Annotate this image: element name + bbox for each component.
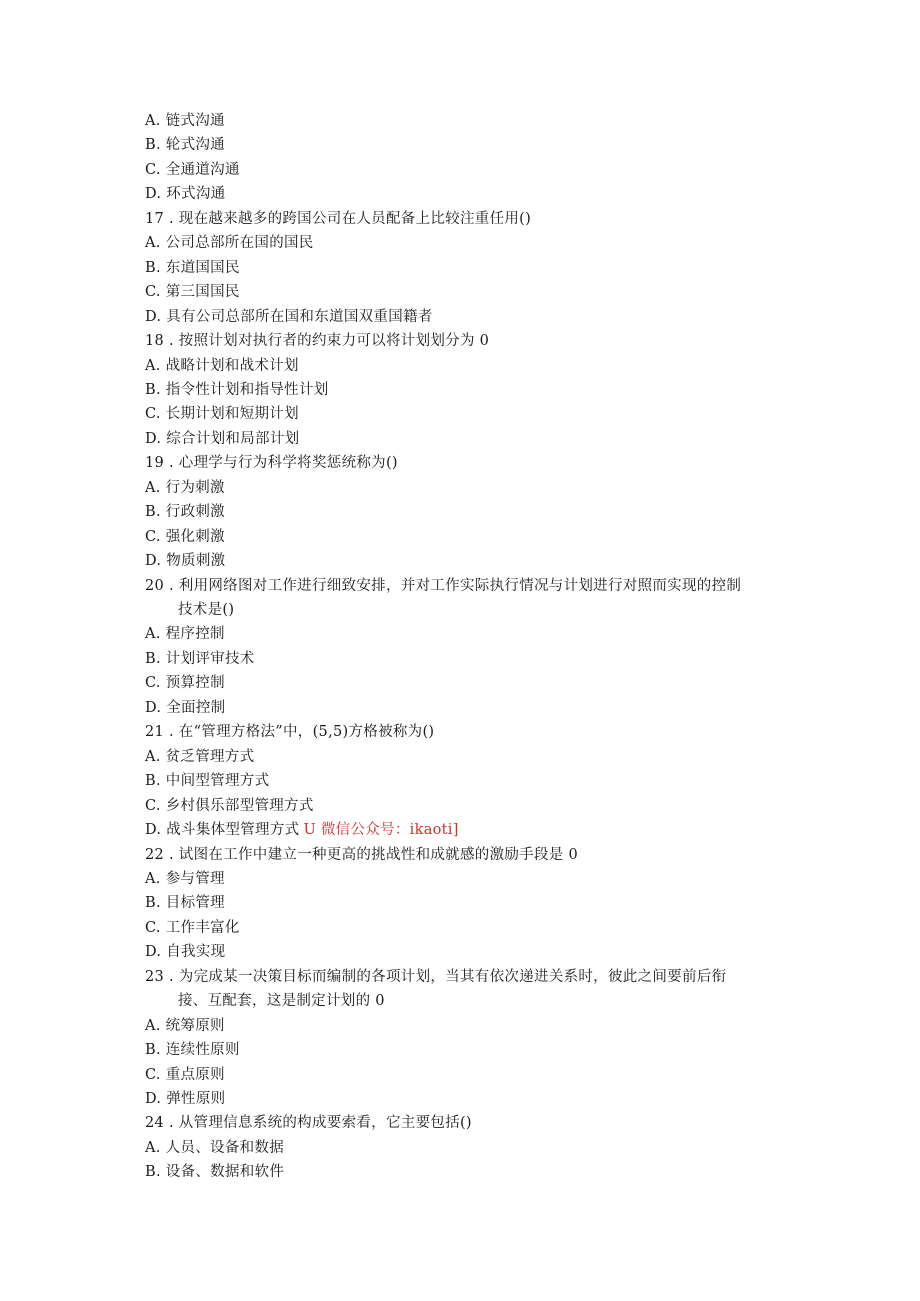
answer-option xyxy=(145,380,329,400)
answer-option xyxy=(145,1016,225,1036)
line-text: A. 人员、设备和数据 xyxy=(145,1139,284,1156)
answer-option xyxy=(145,502,225,522)
line-text: A. 战略计划和战术计划 xyxy=(145,357,299,374)
answer-option xyxy=(145,869,225,889)
question-stem xyxy=(145,576,741,596)
answer-option xyxy=(145,820,459,840)
line-text: 21 . 在“管理方格法”中，(5,5)方格被称为() xyxy=(145,724,435,741)
line-text: B. 东道国国民 xyxy=(145,259,240,276)
line-text: D. 综合计划和局部计划 xyxy=(145,430,300,447)
answer-option xyxy=(145,429,299,449)
line-text: D. 物质刺激 xyxy=(145,553,226,570)
question-stem xyxy=(145,722,434,742)
line-text: A. 参与管理 xyxy=(145,870,225,887)
answer-option xyxy=(145,673,225,693)
answer-option xyxy=(145,747,254,767)
line-text: 技术是() xyxy=(178,602,235,618)
line-text: B. 连续性原则 xyxy=(145,1042,240,1059)
line-text: B. 指令性计划和指导性计划 xyxy=(145,381,329,398)
line-text: C. 长期计划和短期计划 xyxy=(145,406,299,423)
line-text: A. 程序控制 xyxy=(145,626,225,643)
line-text: D. 环式沟通 xyxy=(145,186,226,203)
answer-option xyxy=(145,1162,284,1182)
question-stem xyxy=(145,967,726,987)
line-text: C. 乡村俱乐部型管理方式 xyxy=(145,797,314,814)
answer-option xyxy=(145,1089,225,1109)
watermark-note: U 微信公众号：ikaoti] xyxy=(303,822,459,838)
line-text: D. 全面控制 xyxy=(145,699,226,716)
line-text: D. 弹性原则 xyxy=(145,1091,226,1107)
line-text: B. 计划评审技术 xyxy=(145,650,255,667)
line-text: B. 轮式沟通 xyxy=(145,137,225,154)
line-text: 23 . 为完成某一决策目标而编制的各项计划，当其有依次递进关系时，彼此之间要前后衔 xyxy=(145,968,727,985)
answer-option xyxy=(145,233,314,253)
line-text: C. 工作丰富化 xyxy=(145,919,240,936)
line-text: C. 第三国国民 xyxy=(145,284,240,301)
answer-option xyxy=(145,356,299,376)
answer-option xyxy=(145,918,240,938)
answer-option xyxy=(145,307,433,327)
line-text: A. 统筹原则 xyxy=(145,1017,225,1034)
answer-option xyxy=(145,771,269,791)
question-stem xyxy=(145,1113,472,1133)
line-text: D. 自我实现 xyxy=(145,944,226,961)
answer-option xyxy=(145,135,225,155)
line-text: B. 中间型管理方式 xyxy=(145,773,270,790)
answer-option xyxy=(145,404,299,424)
line-text: 22 . 试图在工作中建立一种更高的挑战性和成就感的激励手段是 0 xyxy=(145,846,579,863)
answer-option xyxy=(145,160,240,180)
line-text: C. 重点原则 xyxy=(145,1066,225,1083)
answer-option xyxy=(145,258,240,278)
line-text: 20 . 利用网络图对工作进行细致安排，并对工作实际执行情况与计划进行对照而实现的控制 xyxy=(145,577,742,594)
line-text: 24 . 从管理信息系统的构成要索看，它主要包括() xyxy=(145,1115,472,1132)
answer-option xyxy=(145,478,225,498)
line-text: C. 强化刺激 xyxy=(145,528,225,545)
line-text: B. 设备、数据和软件 xyxy=(145,1164,285,1181)
line-text: 18 . 按照计划对执行者的约束力可以将计划划分为 0 xyxy=(145,333,490,349)
line-text: 接、互配套，这是制定计划的 0 xyxy=(178,993,385,1010)
line-text: B. 行政刺激 xyxy=(145,504,225,521)
line-text: A. 链式沟通 xyxy=(145,113,225,129)
line-text: C. 全通道沟通 xyxy=(145,161,240,178)
question-stem xyxy=(145,845,578,865)
line-text: D. 战斗集体型管理方式 xyxy=(145,822,300,838)
answer-option xyxy=(145,282,240,302)
line-text: A. 行为刺激 xyxy=(145,479,225,496)
question-stem xyxy=(145,453,398,473)
answer-option xyxy=(145,698,225,718)
question-stem xyxy=(145,209,531,229)
answer-option xyxy=(145,624,225,644)
answer-option xyxy=(145,1040,240,1060)
answer-option xyxy=(145,184,225,204)
answer-option xyxy=(145,649,255,669)
line-text: D. 具有公司总部所在国和东道国双重国籍者 xyxy=(145,308,433,325)
answer-option xyxy=(145,796,314,816)
answer-option xyxy=(145,111,225,131)
answer-option xyxy=(145,893,225,913)
question-continuation-line xyxy=(178,991,385,1011)
line-text: B. 目标管理 xyxy=(145,895,225,912)
line-text: C. 预算控制 xyxy=(145,675,225,692)
answer-option xyxy=(145,527,225,547)
question-stem xyxy=(145,331,489,351)
answer-option xyxy=(145,551,225,571)
line-text: 19 . 心理学与行为科学将奖惩统称为() xyxy=(145,455,398,472)
answer-option xyxy=(145,1138,284,1158)
line-text: 17 . 现在越来越多的跨国公司在人员配备上比较注重任用() xyxy=(145,210,532,227)
answer-option xyxy=(145,942,225,962)
answer-option xyxy=(145,1065,225,1085)
line-text: A. 贫乏管理方式 xyxy=(145,748,255,765)
question-continuation-line xyxy=(178,600,234,620)
line-text: A. 公司总部所在国的国民 xyxy=(145,235,314,252)
